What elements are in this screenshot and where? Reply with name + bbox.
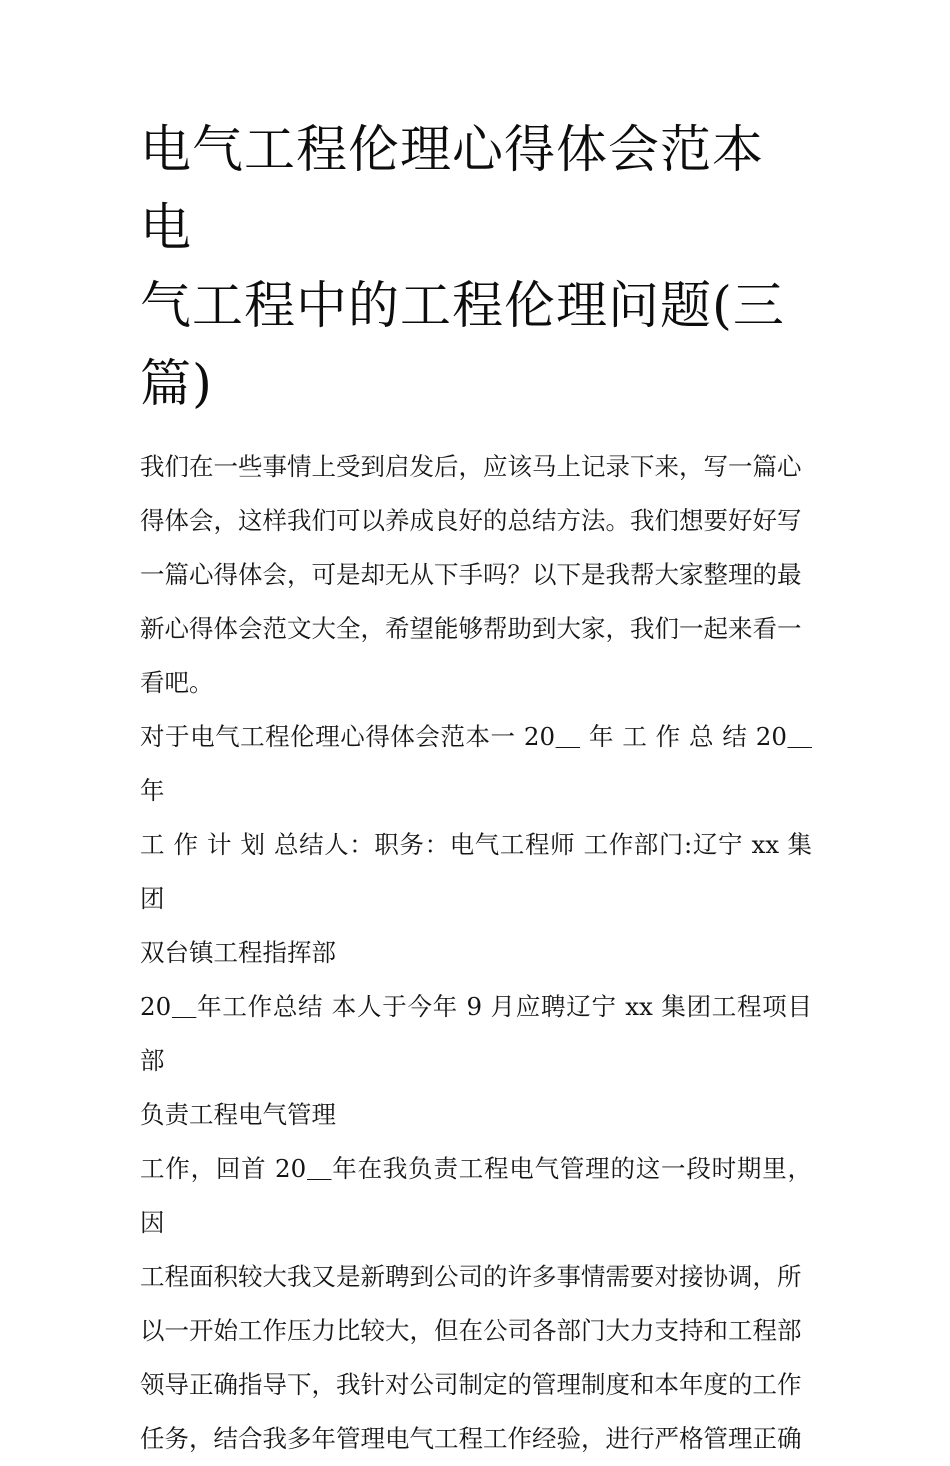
text-line: 看吧。 bbox=[140, 668, 214, 697]
section-paragraph bbox=[140, 710, 812, 980]
text-line: 双台镇工程指挥部 bbox=[140, 938, 336, 967]
text-line: 得体会，这样我们可以养成良好的总结方法。我们想要好好写 bbox=[140, 506, 802, 535]
text-line: 我们在一些事情上受到启发后，应该马上记录下来，写一篇心 bbox=[140, 452, 802, 481]
document-title bbox=[140, 112, 812, 424]
text-line: 新心得体会范文大全，希望能够帮助到大家，我们一起来看一 bbox=[140, 614, 802, 643]
title-line: 气工程中的工程伦理问题(三 bbox=[140, 277, 785, 336]
work-paragraph bbox=[140, 1142, 812, 1466]
intro-paragraph bbox=[140, 440, 812, 710]
text-line: 以一开始工作压力比较大，但在公司各部门大力支持和工程部 bbox=[140, 1316, 802, 1345]
text-line: 任务，结合我多年管理电气工程工作经验，进行严格管理正确 bbox=[140, 1424, 802, 1453]
text-line: 对于电气工程伦理心得体会范本一 20＿ 年 工 作 总 结 20＿ 年 bbox=[140, 722, 812, 805]
text-line: 负责工程电气管理 bbox=[140, 1100, 336, 1129]
summary-paragraph bbox=[140, 980, 812, 1142]
text-line: 20＿年工作总结 本人于今年 9 月应聘辽宁 xx 集团工程项目部 bbox=[140, 992, 812, 1075]
text-line: 工作，回首 20＿年在我负责工程电气管理的这一段时期里，因 bbox=[140, 1154, 812, 1237]
title-line: 篇) bbox=[140, 355, 213, 414]
title-line: 电气工程伦理心得体会范本 电 bbox=[140, 121, 765, 258]
text-line: 一篇心得体会，可是却无从下手吗？以下是我帮大家整理的最 bbox=[140, 560, 802, 589]
document-body bbox=[140, 112, 812, 1466]
text-line: 领导正确指导下，我针对公司制定的管理制度和本年度的工作 bbox=[140, 1370, 802, 1399]
text-line: 工 作 计 划 总结人：职务：电气工程师 工作部门:辽宁 xx 集团 bbox=[140, 830, 812, 913]
text-line: 工程面积较大我又是新聘到公司的许多事情需要对接协调，所 bbox=[140, 1262, 802, 1291]
